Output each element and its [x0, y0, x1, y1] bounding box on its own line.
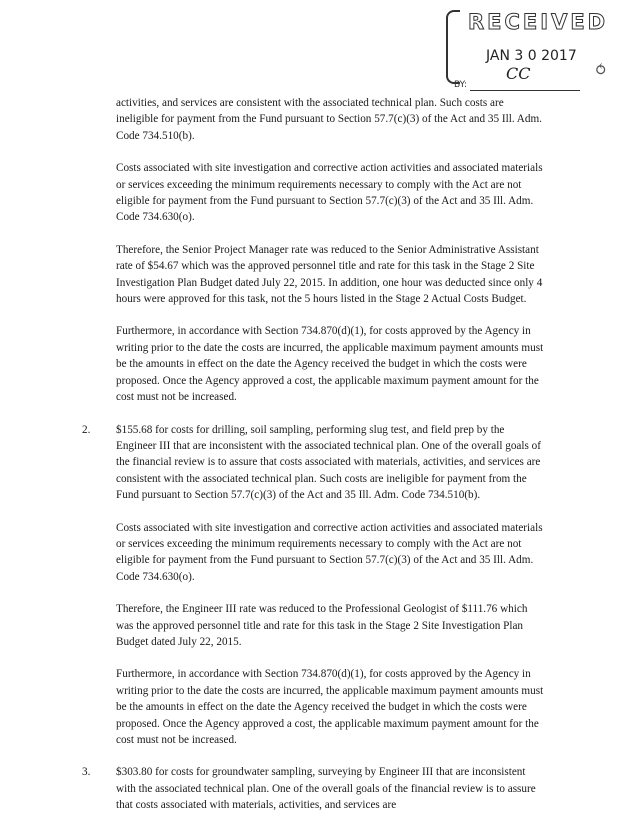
stamp-bracket: [446, 10, 460, 84]
item-number: 2.: [82, 423, 91, 436]
paragraph: Therefore, the Senior Project Manager rate was reduced to the Senior Administrative Assistant rate of $54.67 which was the approved personnel title and rate for this task in the Stage 2 Site Investigation Plan Budget dated July 22, 2015. In addition, one hour was deducted since only 4 hours were approved for this task, not the 5 hours listed in the Stage 2 Actual Costs Budget.: [116, 243, 543, 306]
stamp-date: JAN 3 0 2017: [486, 48, 577, 64]
paragraph: Costs associated with site investigation and corrective action activities and associated materials or services exceeding the minimum requirements necessary to comply with the Act are not eligible for payment from the Fund pursuant to Section 57.7(c)(3) of the Act and 35 Ill. Adm. Code 734.630(o).: [116, 521, 543, 583]
stamp-received-label: RECEIVED: [468, 10, 609, 34]
paragraph: Therefore, the Engineer III rate was reduced to the Professional Geologist of $111.76 which was the approved personnel title and rate for this task in the Stage 2 Site Investigation Plan Budget dated July 22, 2015.: [116, 603, 528, 648]
stamp-by-label: BY:: [454, 80, 468, 90]
numbered-item-2: [82, 422, 546, 504]
received-stamp: [446, 8, 614, 94]
item-number: 3.: [82, 766, 91, 779]
stamp-signature-line: [470, 90, 580, 91]
paragraph: Furthermore, in accordance with Section 734.870(d)(1), for costs approved by the Agency in writing prior to the date the costs are incurred, the applicable maximum payment amounts must be the amounts in effect on the date the Agency received the budget in which the costs were proposed. Once the Agency approved a cost, the applicable maximum payment amount for the cost must not be increased.: [116, 325, 544, 404]
paragraph: Furthermore, in accordance with Section 734.870(d)(1), for costs approved by the Agency in writing prior to the date the costs are incurred, the applicable maximum payment amounts must be the amounts in effect on the date the Agency received the budget in which the costs were proposed. Once the Agency approved a cost, the applicable maximum payment amount for the cost must not be increased.: [116, 668, 544, 746]
item-text: $155.68 for costs for drilling, soil sampling, performing slug test, and field prep by the Engineer III that are inconsistent with the associated technical plan. One of the overall goals of the financial review is to assure that costs associated with materials, activities, and services are consistent with the associated technical plan. Such costs are ineligible for payment from the Fund pursuant to Section 57.7(c)(3) of the Act and 35 Ill. Adm. Code 734.510(b).: [116, 423, 541, 502]
numbered-item-3: [82, 764, 546, 813]
paragraph: Costs associated with site investigation and corrective action activities and associated materials or services exceeding the minimum requirements necessary to comply with the Act are not eligible for payment from the Fund pursuant to Section 57.7(c)(3) of the Act and 35 Ill. Adm. Code 734.630(o).: [116, 162, 543, 224]
item-text: $303.80 for costs for groundwater sampling, surveying by Engineer III that are inconsistent with the associated technical plan. One of the overall goals of the financial review is to assure that costs associated with materials, activities, and services are: [116, 766, 536, 812]
paragraph: activities, and services are consistent with the associated technical plan. Such costs are ineligible for payment from the Fund pursuant to Section 57.7(c)(3) of the Act and 35 Ill. Adm. Code 734.510(b).: [116, 97, 542, 142]
stamp-mark: ⥀: [594, 62, 608, 79]
stamp-initials: CC: [506, 64, 531, 83]
document-body: [82, 95, 546, 830]
